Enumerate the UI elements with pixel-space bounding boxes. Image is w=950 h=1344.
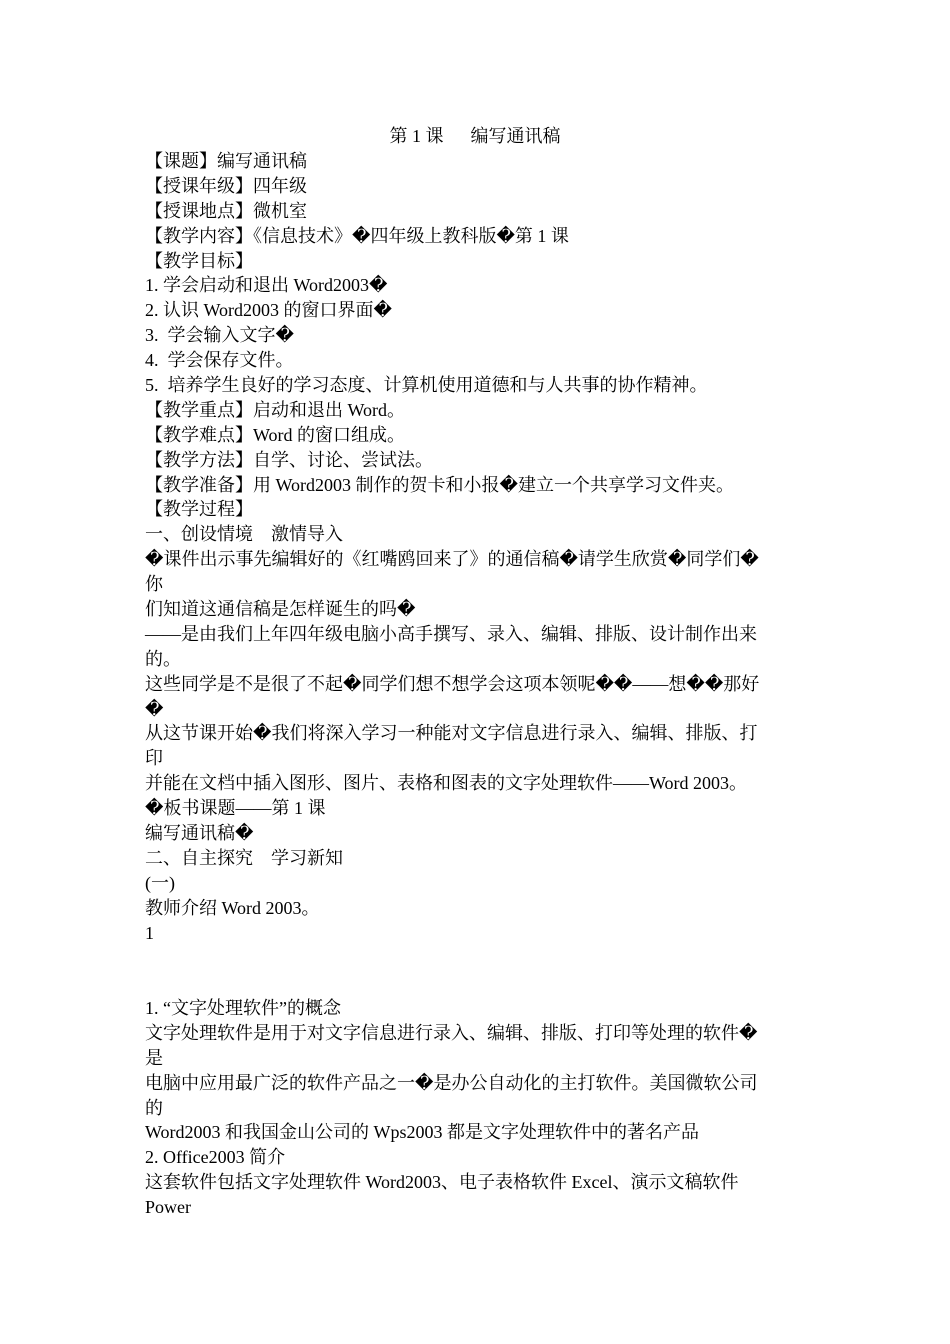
text-line: 【教学准备】用 Word2003 制作的贺卡和小报�建立一个共享学习文件夹。: [145, 474, 734, 495]
text-line: 的: [145, 1097, 163, 1118]
text-line: 从这节课开始�我们将深入学习一种能对文字信息进行录入、编辑、排版、打: [145, 723, 758, 744]
text-line: 【授课地点】微机室: [145, 200, 307, 221]
document-title: 第 1 课 编写通讯稿: [389, 126, 561, 146]
text-line: 3. 学会输入文字�: [145, 325, 294, 346]
text-line: 一、创设情境 激情导入: [145, 524, 343, 545]
text-line: 文字处理软件是用于对文字信息进行录入、编辑、排版、打印等处理的软件�: [145, 1022, 758, 1043]
text-line: �: [145, 698, 164, 719]
text-line: 并能在文档中插入图形、图片、表格和图表的文字处理软件——Word 2003。: [145, 773, 748, 794]
text-line: 是: [145, 1047, 163, 1068]
text-line: �课件出示事先编辑好的《红嘴鸥回来了》的通信稿�请学生欣赏�同学们�: [145, 549, 759, 570]
text-line: 电脑中应用最广泛的软件产品之一�是办公自动化的主打软件。美国微软公司: [145, 1072, 758, 1093]
text-line: 这些同学是不是很了不起�同学们想不想学会这项本领呢��——想��那好: [145, 673, 760, 694]
text-line: 1. “文字处理软件”的概念: [145, 998, 341, 1018]
text-line: 4. 学会保存文件。: [145, 350, 294, 371]
text-line: 【教学方法】自学、讨论、尝试法。: [145, 449, 433, 470]
text-line: 这套软件包括文字处理软件 Word2003、电子表格软件 Excel、演示文稿软件: [145, 1172, 739, 1193]
text-line: 【教学内容】《信息技术》�四年级上教科版�第 1 课: [145, 225, 569, 246]
page-number: 1: [145, 922, 154, 943]
text-line: 【教学过程】: [145, 499, 253, 520]
text-line: 5. 培养学生良好的学习态度、计算机使用道德和与人共事的协作精神。: [145, 375, 708, 396]
text-line: 二、自主探究 学习新知: [145, 847, 343, 868]
text-line: ——是由我们上年四年级电脑小高手撰写、录入、编辑、排版、设计制作出来: [145, 623, 757, 644]
text-line: 的。: [145, 648, 181, 669]
lesson-body-continued: [145, 996, 810, 1220]
text-line: 【教学难点】Word 的窗口组成。: [145, 424, 406, 445]
text-line: 教师介绍 Word 2003。: [145, 897, 320, 918]
text-line: Word2003 和我国金山公司的 Wps2003 都是文字处理软件中的著名产品: [145, 1122, 700, 1143]
text-line: 编写通讯稿�: [145, 823, 254, 844]
text-line: (一): [145, 872, 175, 893]
lesson-body: [145, 149, 810, 946]
text-line: 2. 认识 Word2003 的窗口界面�: [145, 300, 392, 321]
text-line: �板书课题——第 1 课: [145, 798, 326, 819]
text-line: 你: [145, 574, 163, 595]
text-line: 2. Office2003 简介: [145, 1147, 286, 1168]
text-line: 【教学目标】: [145, 250, 253, 271]
text-line: 【课题】编写通讯稿: [145, 151, 307, 171]
text-line: 1. 学会启动和退出 Word2003�: [145, 275, 388, 296]
text-line: 【教学重点】启动和退出 Word。: [145, 399, 406, 420]
text-line: 印: [145, 748, 163, 769]
text-line: 【授课年级】四年级: [145, 175, 307, 196]
text-line: Power: [145, 1197, 191, 1218]
text-line: 们知道这通信稿是怎样诞生的吗�: [145, 599, 416, 620]
